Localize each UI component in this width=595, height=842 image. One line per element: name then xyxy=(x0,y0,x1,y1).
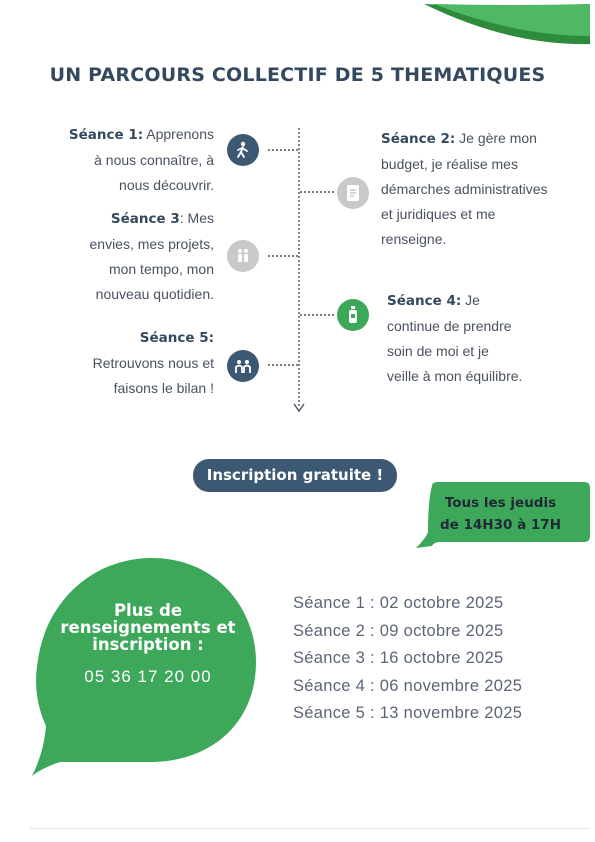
date-seance-1: Séance 1 : 02 octobre 2025 xyxy=(293,594,504,612)
document-icon xyxy=(337,177,369,209)
page-title: UN PARCOURS COLLECTIF DE 5 THEMATIQUES xyxy=(49,64,546,86)
seance-4-line-2: soin de moi et je xyxy=(387,343,489,359)
seance-3-line-1: envies, mes projets, xyxy=(89,236,214,252)
phone-number: 05 36 17 20 00 xyxy=(84,667,212,686)
person-walking-icon xyxy=(227,134,259,166)
seance-1-text xyxy=(20,122,214,198)
seance-2-line-3: et juridiques et me xyxy=(381,206,496,222)
info-text xyxy=(48,602,248,687)
bottle-icon xyxy=(337,299,369,331)
date-seance-2: Séance 2 : 09 octobre 2025 xyxy=(293,621,504,640)
seance-1-line-1: à nous connaître, à xyxy=(94,152,214,168)
seance-3-line-3: nouveau quotidien. xyxy=(95,286,214,302)
seance-3-text xyxy=(20,206,214,307)
date-seance-5: Séance 5 : 13 novembre 2025 xyxy=(293,704,523,722)
group-icon xyxy=(227,350,259,382)
seance-5-label: Séance 5: xyxy=(139,330,214,346)
schedule-text xyxy=(428,492,573,536)
info-line-3: inscription : xyxy=(92,635,204,654)
seance-2-line-1: budget, je réalise mes xyxy=(381,156,518,172)
seance-5-line-1: Retrouvons nous et xyxy=(92,355,214,371)
seance-2-line-4: renseigne. xyxy=(381,231,447,247)
date-seance-4: Séance 4 : 06 novembre 2025 xyxy=(293,676,523,695)
seance-1-line-2: nous découvrir. xyxy=(119,177,214,193)
seance-3-label: Séance 3 xyxy=(110,211,180,227)
seance-4-line-0: Je xyxy=(461,292,480,308)
seance-5-line-2: faisons le bilan ! xyxy=(113,380,214,396)
seance-4-text xyxy=(387,288,587,389)
seance-3-line-2: mon tempo, mon xyxy=(108,261,214,277)
people-icon xyxy=(227,240,259,272)
bottom-divider xyxy=(30,828,590,829)
info-line-1: Plus de xyxy=(113,601,183,620)
seance-4-label: Séance 4: xyxy=(387,293,462,309)
seance-4-line-3: veille à mon équilibre. xyxy=(387,368,523,384)
dates-list xyxy=(293,590,583,728)
inscription-badge: Inscription gratuite ! xyxy=(193,459,397,492)
seance-2-label: Séance 2: xyxy=(381,131,456,147)
seance-1-label: Séance 1: xyxy=(68,127,144,143)
seance-3-line-0: : Mes xyxy=(179,210,214,226)
seance-2-text xyxy=(381,126,591,252)
seance-1-line-0: Apprenons xyxy=(143,126,214,142)
seance-2-line-0: Je gère mon xyxy=(455,130,537,146)
date-seance-3: Séance 3 : 16 octobre 2025 xyxy=(293,649,504,667)
seance-2-line-2: démarches administratives xyxy=(381,181,548,197)
schedule-line-2: de 14H30 à 17H xyxy=(440,517,561,533)
schedule-line-1: Tous les jeudis xyxy=(444,495,557,511)
seance-5-text xyxy=(20,325,214,401)
seance-4-line-1: continue de prendre xyxy=(387,318,512,334)
info-line-2: renseignements et xyxy=(60,618,236,637)
